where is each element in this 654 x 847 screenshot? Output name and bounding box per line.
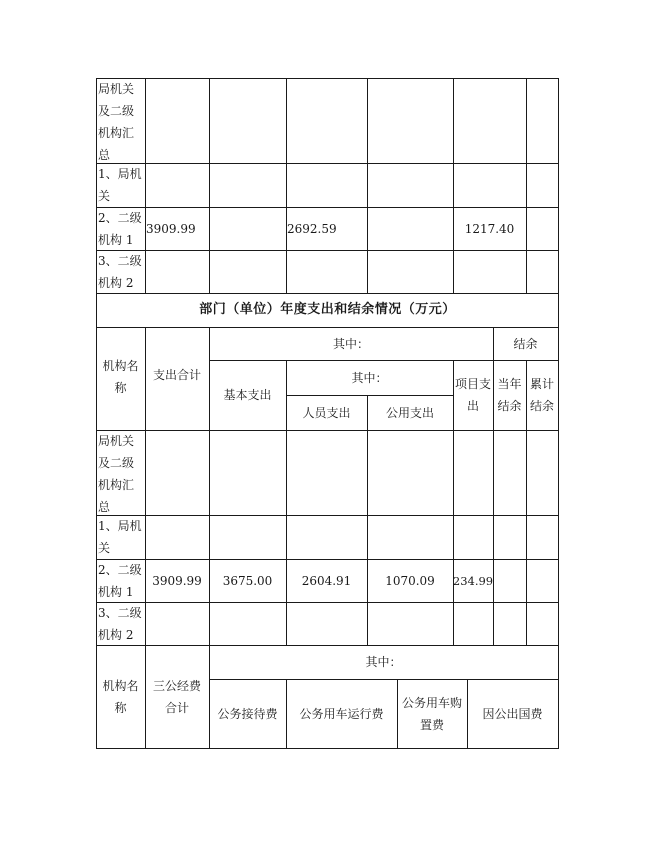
header-surplus: 结余 [513, 336, 538, 351]
table-row-label: 3、二级 机构 2 [98, 606, 142, 642]
table-cell-public: 1070.09 [385, 573, 435, 588]
table-cell-value: 1217.40 [464, 221, 515, 236]
header-personnel: 人员支出 [302, 405, 351, 420]
header-current-surplus: 当年 结余 [497, 377, 522, 413]
section-title: 部门（单位）年度支出和结余情况（万元） [199, 302, 456, 317]
header-vehicle-purchase: 公务用车购 置费 [401, 695, 462, 732]
table-row-label: 3、二级 机构 2 [98, 254, 142, 290]
header-vehicle-operation: 公务用车运行费 [299, 706, 384, 721]
header-of-which: 其中： [365, 655, 402, 669]
header-reception: 公务接待费 [217, 706, 278, 721]
header-org-name: 机构名 称 [102, 359, 139, 395]
table-row-label: 局机关 及二级 机构汇 总 [98, 82, 135, 162]
table-cell-personnel: 2604.91 [301, 573, 352, 588]
header-overseas: 因公出国费 [482, 706, 543, 721]
table-row-label: 局机关 及二级 机构汇 总 [98, 434, 135, 514]
header-of-which: 其中： [332, 336, 369, 351]
header-basic: 基本支出 [223, 388, 272, 402]
header-cumulative-surplus: 累计 结余 [529, 377, 554, 413]
header-total: 支出合计 [152, 368, 201, 382]
table-cell-total: 3909.99 [152, 573, 202, 588]
table-cell-project: 234.99 [452, 573, 494, 588]
table-row-label: 1、局机 关 [98, 519, 142, 555]
header-public: 公用支出 [385, 405, 434, 420]
header-three-public-total: 三公经费 合计 [152, 678, 201, 715]
table-row-label: 2、二级 机构 1 [98, 563, 142, 599]
header-of-which-sub: 其中： [351, 370, 388, 385]
table-row-label: 2、二级 机构 1 [98, 211, 142, 247]
table-cell-total: 3909.99 [146, 221, 196, 236]
table-cell-value: 2692.59 [287, 221, 337, 236]
header-org-name: 机构名 称 [102, 678, 139, 715]
table-row-label: 1、局机 关 [98, 167, 142, 203]
header-project: 项目支 出 [454, 377, 491, 413]
table-cell-basic: 3675.00 [222, 573, 273, 588]
